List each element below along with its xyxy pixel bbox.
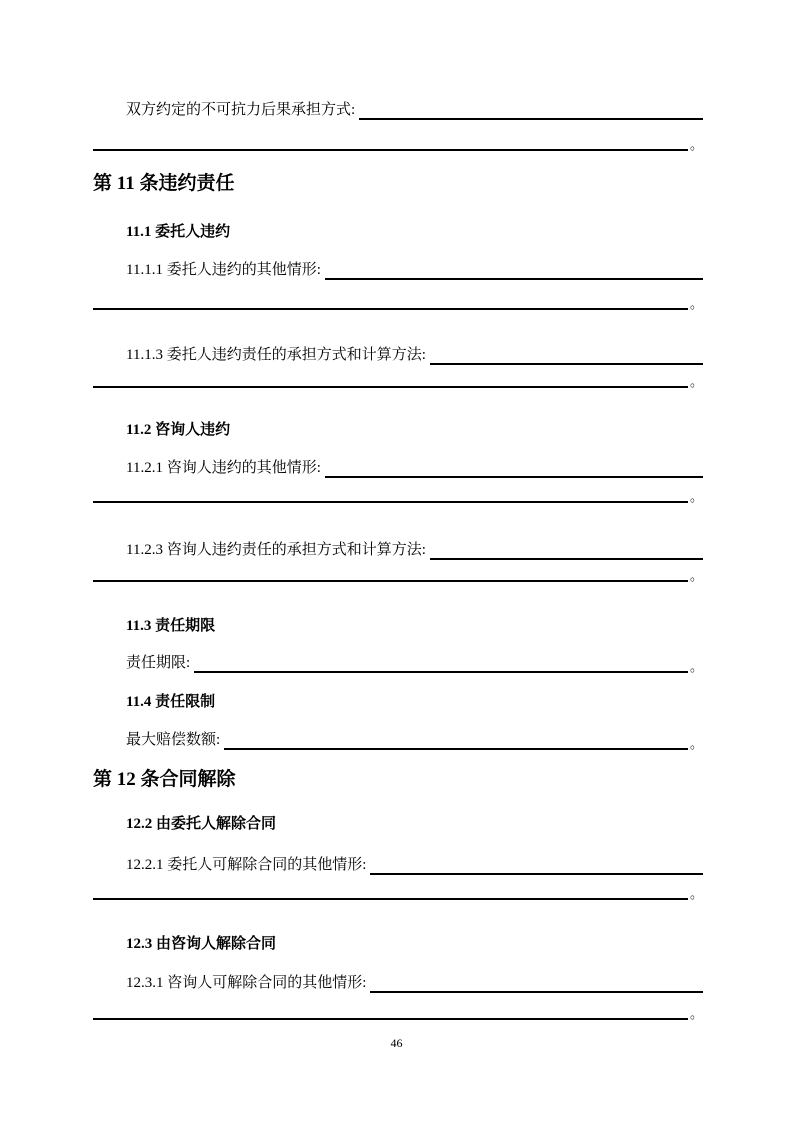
- blank-line: [370, 850, 703, 875]
- field-11-1-1: [93, 257, 703, 280]
- section-12-3-heading: 12.3 由咨询人解除合同: [126, 936, 277, 952]
- section-11-1-heading: 11.1 委托人违约: [126, 224, 231, 240]
- field-12-2-1: [93, 852, 703, 875]
- continuation-line: [93, 128, 703, 151]
- article-11-heading: 第 11 条违约责任: [93, 173, 235, 194]
- field-label: 12.3.1 咨询人可解除合同的其他情形:: [126, 975, 367, 991]
- blank-line: [430, 340, 703, 365]
- period-mark: 。: [689, 659, 703, 674]
- blank-line: [224, 725, 688, 750]
- blank-line: [325, 453, 703, 478]
- continuation-line: [93, 997, 703, 1020]
- blank-line: [93, 363, 688, 388]
- continuation-line: [93, 559, 703, 582]
- period-mark: 。: [689, 374, 703, 389]
- period-mark: 。: [689, 296, 703, 311]
- blank-line: [370, 968, 703, 993]
- field-label: 12.2.1 委托人可解除合同的其他情形:: [126, 857, 367, 873]
- continuation-line: [93, 365, 703, 388]
- period-mark: 。: [689, 736, 703, 751]
- blank-line: [93, 995, 688, 1020]
- field-force-majeure: [93, 97, 703, 120]
- field-label: 11.1.3 委托人违约责任的承担方式和计算方法:: [126, 347, 426, 363]
- blank-line: [194, 648, 688, 673]
- field-label: 责任期限:: [126, 655, 191, 671]
- article-12-heading: 第 12 条合同解除: [93, 769, 236, 790]
- blank-line: [93, 557, 688, 582]
- period-mark: 。: [689, 137, 703, 152]
- blank-line: [359, 95, 703, 120]
- period-mark: 。: [689, 489, 703, 504]
- field-label: 11.2.1 咨询人违约的其他情形:: [126, 460, 321, 476]
- blank-line: [93, 126, 688, 151]
- page-number: 46: [390, 1036, 403, 1050]
- section-11-3-heading: 11.3 责任期限: [126, 618, 216, 634]
- period-mark: 。: [689, 1006, 703, 1021]
- blank-line: [93, 285, 688, 310]
- field-11-2-1: [93, 455, 703, 478]
- continuation-line: [93, 877, 703, 900]
- period-mark: 。: [689, 886, 703, 901]
- field-11-1-3: [93, 342, 703, 365]
- blank-line: [93, 875, 688, 900]
- field-label: 11.1.1 委托人违约的其他情形:: [126, 262, 321, 278]
- field-label: 双方约定的不可抗力后果承担方式:: [126, 102, 356, 118]
- field-max-compensation: [93, 727, 703, 750]
- continuation-line: [93, 287, 703, 310]
- field-label: 最大赔偿数额:: [126, 732, 221, 748]
- field-label: 11.2.3 咨询人违约责任的承担方式和计算方法:: [126, 542, 426, 558]
- continuation-line: [93, 480, 703, 503]
- blank-line: [325, 255, 703, 280]
- field-12-3-1: [93, 970, 703, 993]
- period-mark: 。: [689, 568, 703, 583]
- section-11-4-heading: 11.4 责任限制: [126, 694, 216, 710]
- field-liability-period: [93, 650, 703, 673]
- section-11-2-heading: 11.2 咨询人违约: [126, 422, 231, 438]
- section-12-2-heading: 12.2 由委托人解除合同: [126, 816, 277, 832]
- blank-line: [93, 478, 688, 503]
